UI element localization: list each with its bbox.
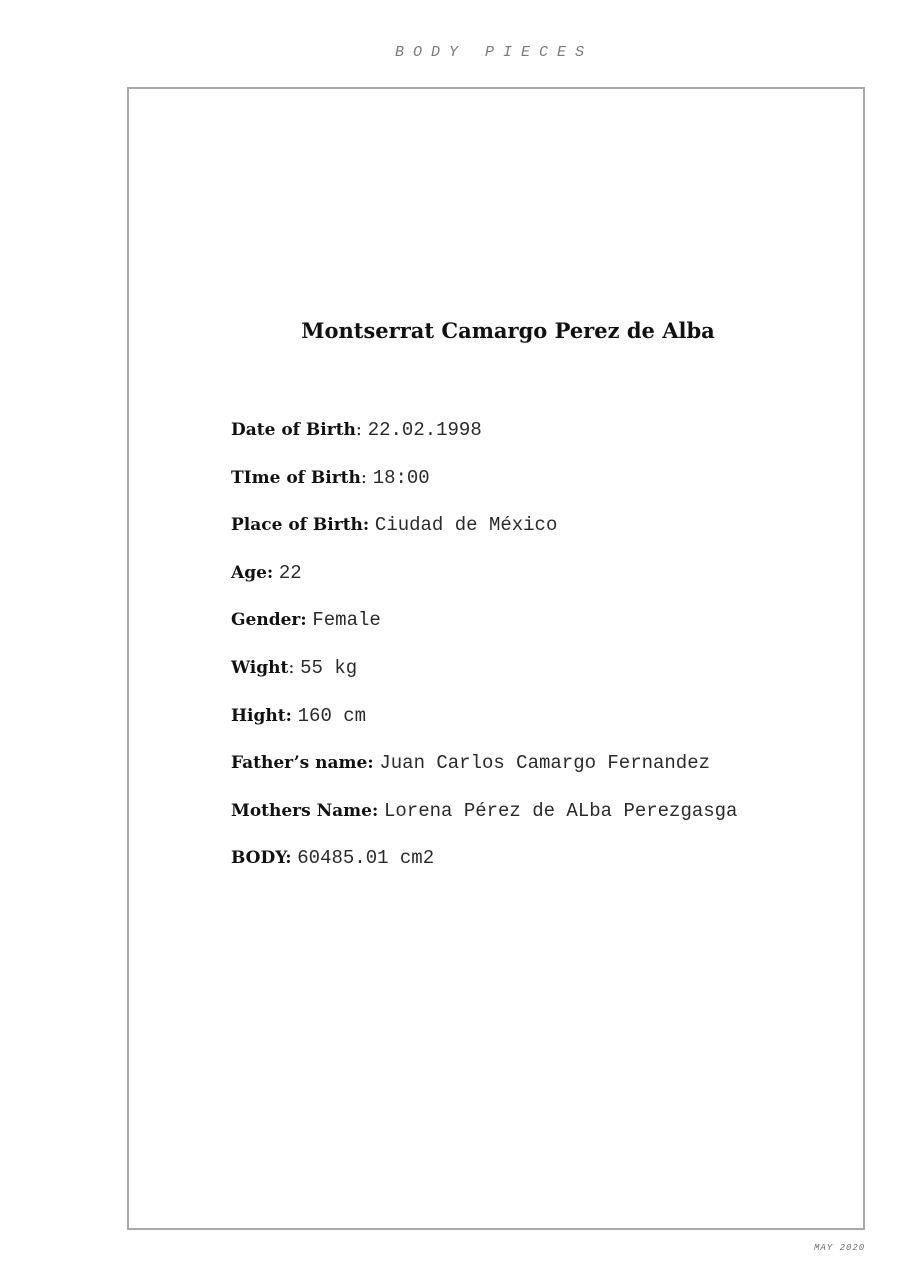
field-age <box>231 559 831 607</box>
field-label: Hight: <box>231 705 292 726</box>
field-separator: : <box>355 419 368 440</box>
field-separator: : <box>288 656 301 678</box>
field-separator: : <box>360 466 373 488</box>
field-value: Juan Carlos Camargo Fernandez <box>379 752 711 775</box>
field-value: 55 kg <box>300 656 358 679</box>
field-value: 60485.01 cm2 <box>297 847 435 870</box>
field-label: TIme of Birth <box>231 467 361 488</box>
header-label: BODY PIECES <box>394 44 594 61</box>
field-label: Father’s name: <box>231 753 374 774</box>
field-place-of-birth <box>231 511 831 559</box>
field-height <box>231 702 831 750</box>
field-value: Female <box>312 609 381 632</box>
field-body <box>231 844 831 892</box>
field-fathers-name <box>231 749 831 797</box>
field-gender <box>231 606 831 654</box>
field-value: Lorena Pérez de ALba Perezgasga <box>384 799 738 822</box>
field-value: Ciudad de México <box>374 514 558 537</box>
field-label: Age: <box>231 562 274 583</box>
field-value: 160 cm <box>297 704 367 727</box>
field-time-of-birth <box>231 464 831 512</box>
field-mothers-name <box>231 797 831 845</box>
field-value: 18:00 <box>372 466 430 489</box>
field-label: Wight <box>231 657 289 678</box>
fields-list <box>231 416 831 892</box>
field-label: Gender: <box>231 610 307 631</box>
field-label: Place of Birth: <box>231 515 370 536</box>
field-label: Date of Birth <box>231 420 356 440</box>
field-value: 22 <box>278 561 302 584</box>
field-label: BODY: <box>231 848 292 869</box>
field-value: 22.02.1998 <box>367 419 482 441</box>
field-weight <box>231 654 831 702</box>
field-label: Mothers Name: <box>231 800 379 821</box>
document-title: Montserrat Camargo Perez de Alba <box>301 318 715 343</box>
footer-date: MAY 2020 <box>814 1243 866 1253</box>
field-date-of-birth <box>231 416 831 464</box>
